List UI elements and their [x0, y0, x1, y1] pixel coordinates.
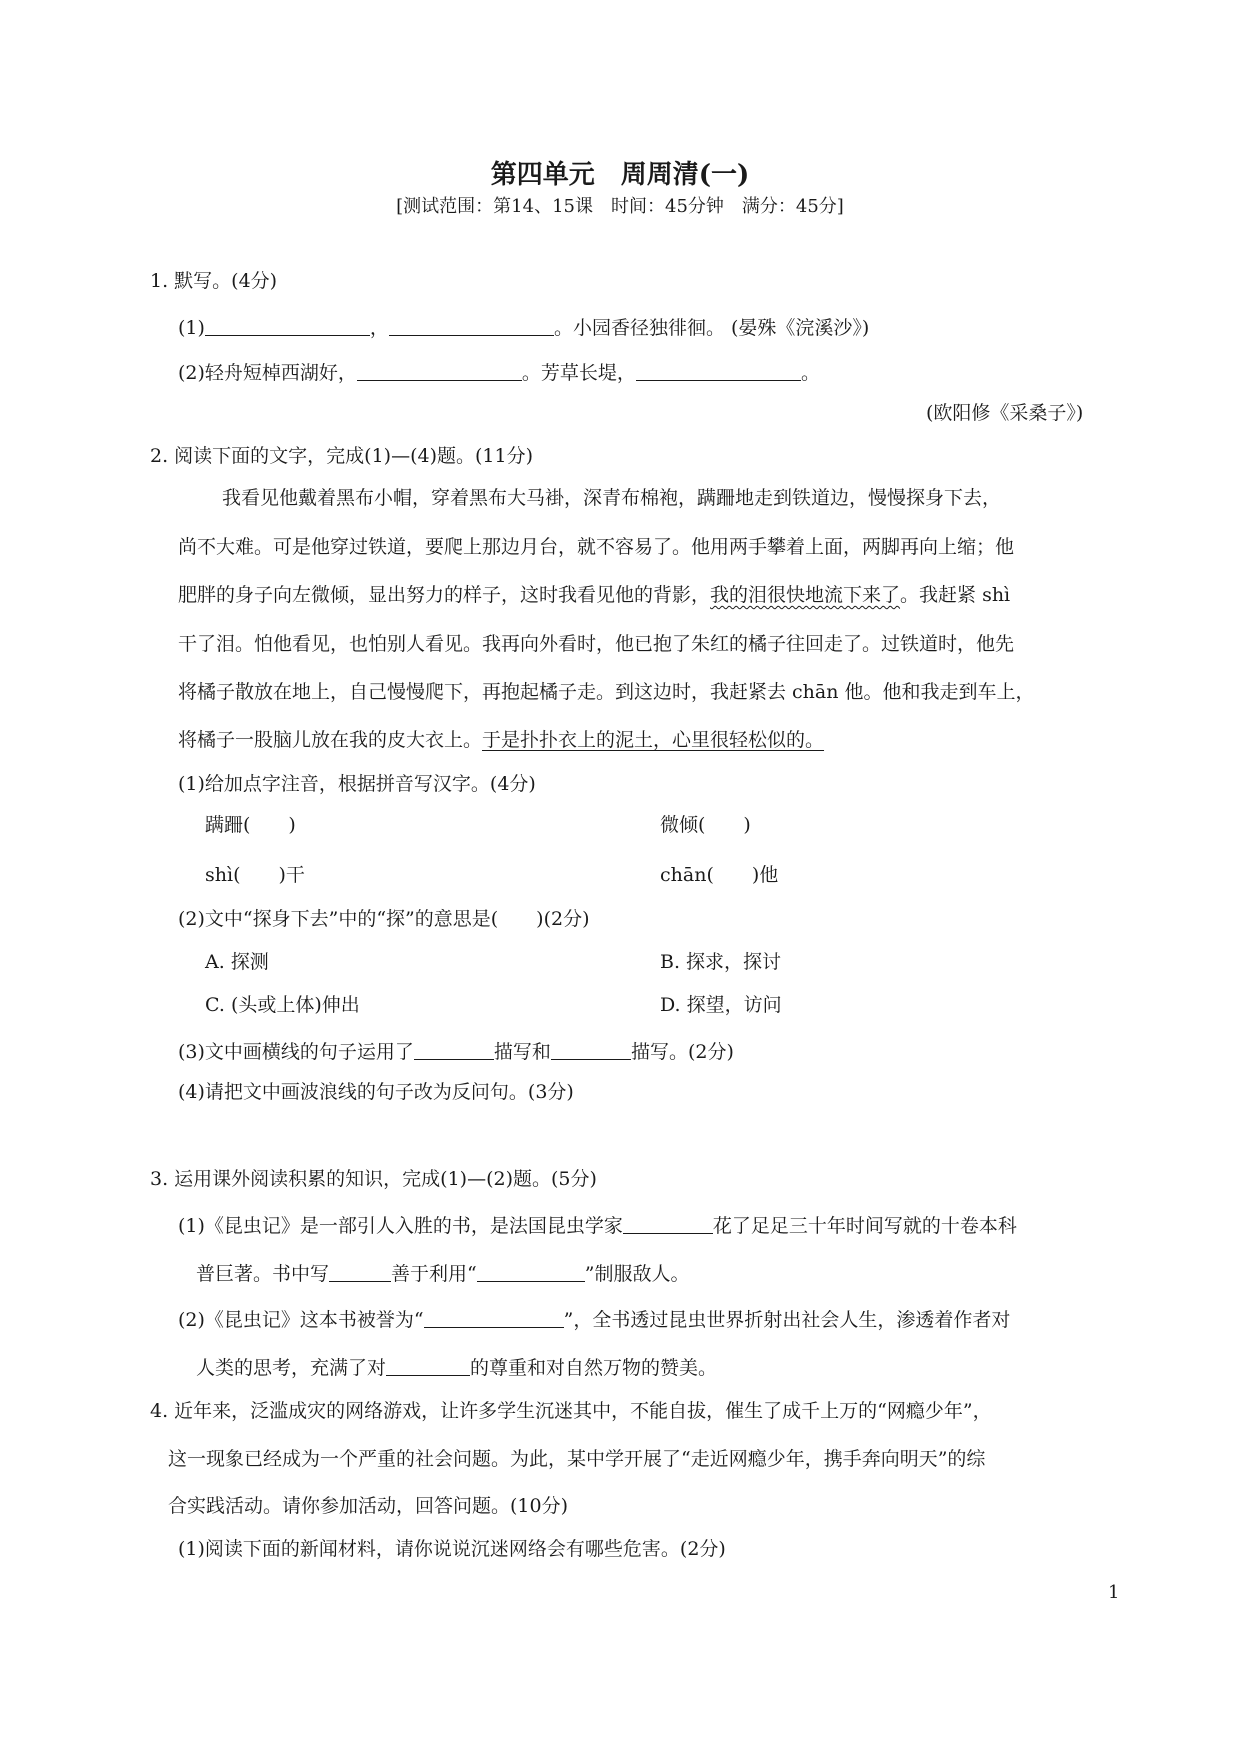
- q1-line2: [178, 361, 820, 383]
- q3-line1-a: (1)《昆虫记》是一部引人入胜的书，是法国昆虫学家: [178, 1215, 623, 1237]
- q2-sub2: (2)文中“探身下去”中的“探”的意思是( )(2分): [178, 908, 590, 930]
- q2-sub1-item-c: shì( )干: [205, 864, 305, 886]
- q2-passage-line5: 将橘子散放在地上，自己慢慢爬下，再抱起橘子走。到这边时，我赶紧去 chān 他。他和我走到车上，: [178, 681, 1035, 703]
- q2-heading: 2. 阅读下面的文字，完成(1)—(4)题。(11分): [150, 445, 533, 467]
- q2-sub3: [178, 1040, 734, 1062]
- q2-option-b: B. 探求，探讨: [660, 951, 782, 973]
- q2-passage-line4: 干了泪。怕他看见，也怕别人看见。我再向外看时，他已抱了朱红的橘子往回走了。过铁道时，他先: [178, 633, 1015, 655]
- q2-passage-line2: 尚不大难。可是他穿过铁道，要爬上那边月台，就不容易了。他用两手攀着上面，两脚再向上缩；他: [178, 536, 1015, 558]
- q2-sub4: (4)请把文中画波浪线的句子改为反问句。(3分): [178, 1081, 574, 1103]
- q2-option-d: D. 探望，访问: [660, 994, 782, 1016]
- q4-sub1: (1)阅读下面的新闻材料，请你说说沉迷网络会有哪些危害。(2分): [178, 1538, 726, 1560]
- q4-line2: 这一现象已经成为一个严重的社会问题。为此，某中学开展了“走近网瘾少年，携手奔向明天”的综: [168, 1448, 986, 1470]
- q2-passage-line6-a: 将橘子一股脑儿放在我的皮大衣上。: [178, 729, 483, 751]
- q2-passage-line6: [178, 731, 824, 750]
- q1-source: (欧阳修《采桑子》): [926, 402, 1084, 424]
- q3-line4-a: 人类的思考，充满了对: [196, 1357, 387, 1379]
- q1-line1-suffix: 。小园香径独徘徊。 (晏殊《浣溪沙》): [553, 317, 870, 339]
- q2-option-c: C. (头或上体)伸出: [205, 994, 360, 1016]
- q3-line3-a: (2)《昆虫记》这本书被誉为“: [178, 1309, 424, 1331]
- q3-line3-b: ”，全书透过昆虫世界折射出社会人生，渗透着作者对: [563, 1309, 1011, 1331]
- q2-option-a: A. 探测: [205, 951, 269, 973]
- q2-sub1-item-d: chān( )他: [660, 864, 779, 886]
- q3-line4: [196, 1356, 717, 1378]
- q1-line1-comma: ，: [369, 317, 389, 339]
- q3-blank-1[interactable]: [623, 1214, 713, 1234]
- q1-line2-prefix: (2)轻舟短棹西湖好，: [178, 362, 357, 384]
- q1-line2-mid: 。芳草长堤，: [521, 362, 636, 384]
- q1-heading: 1. 默写。(4分): [150, 270, 278, 292]
- q3-line4-b: 的尊重和对自然万物的赞美。: [470, 1357, 718, 1379]
- q2-sub3-a: (3)文中画横线的句子运用了: [178, 1041, 414, 1063]
- page-title: 第四单元 周周清(一): [490, 160, 750, 190]
- q3-blank-2[interactable]: [329, 1262, 391, 1282]
- q1-line1-prefix: (1): [178, 317, 205, 339]
- q3-line3: [178, 1308, 1010, 1330]
- q3-line2-c: ”制服敌人。: [584, 1263, 690, 1285]
- q2-sub3-blank-1[interactable]: [414, 1040, 494, 1060]
- test-scope: [测试范围：第14、15课 时间：45分钟 满分：45分]: [396, 196, 844, 217]
- q2-sub1-item-b: 微倾( ): [660, 814, 751, 836]
- q4-line3: 合实践活动。请你参加活动，回答问题。(10分): [168, 1495, 569, 1517]
- q1-blank-2[interactable]: [389, 316, 554, 336]
- q1-blank-3[interactable]: [357, 361, 522, 381]
- q3-line1-b: 花了足足三十年时间写就的十卷本科: [712, 1215, 1017, 1237]
- underlined-sentence: 于是扑扑衣上的泥土，心里很轻松似的。: [482, 729, 825, 751]
- q2-passage-line3-a: 肥胖的身子向左微倾，显出努力的样子，这时我看见他的背影，: [178, 584, 711, 606]
- q3-heading: 3. 运用课外阅读积累的知识，完成(1)—(2)题。(5分): [150, 1168, 597, 1190]
- q3-line1: [178, 1214, 1017, 1236]
- q1-blank-1[interactable]: [205, 316, 370, 336]
- q3-line2: [196, 1262, 689, 1284]
- q2-sub3-c: 描写。(2分): [630, 1041, 734, 1063]
- q3-line2-a: 普巨著。书中写: [196, 1263, 330, 1285]
- q1-line2-end: 。: [800, 362, 820, 384]
- q2-sub3-b: 描写和: [493, 1041, 551, 1063]
- q4-line1: 4. 近年来，泛滥成灾的网络游戏，让许多学生沉迷其中，不能自拔，催生了成千上万的“网瘾少年”，: [150, 1400, 992, 1422]
- q1-line1: [178, 316, 869, 338]
- q2-sub3-blank-2[interactable]: [551, 1040, 631, 1060]
- q3-blank-5[interactable]: [386, 1356, 470, 1376]
- wavy-line-sentence: 我的泪很快地流下来了: [710, 584, 901, 606]
- q2-passage-line3-b: 。我赶紧 shì: [900, 584, 1011, 606]
- q2-passage-line1: 我看见他戴着黑布小帽，穿着黑布大马褂，深青布棉袍，蹒跚地走到铁道边，慢慢探身下去，: [222, 487, 1002, 509]
- q1-blank-4[interactable]: [636, 361, 801, 381]
- q2-sub1-item-a: 蹒跚( ): [205, 814, 296, 836]
- q3-line2-b: 善于利用“: [391, 1263, 477, 1285]
- q3-blank-4[interactable]: [424, 1308, 564, 1328]
- q2-sub1: (1)给加点字注音，根据拼音写汉字。(4分): [178, 773, 536, 795]
- q2-passage-line3: [178, 586, 1010, 605]
- page-number: 1: [1108, 1582, 1120, 1603]
- q3-blank-3[interactable]: [477, 1262, 585, 1282]
